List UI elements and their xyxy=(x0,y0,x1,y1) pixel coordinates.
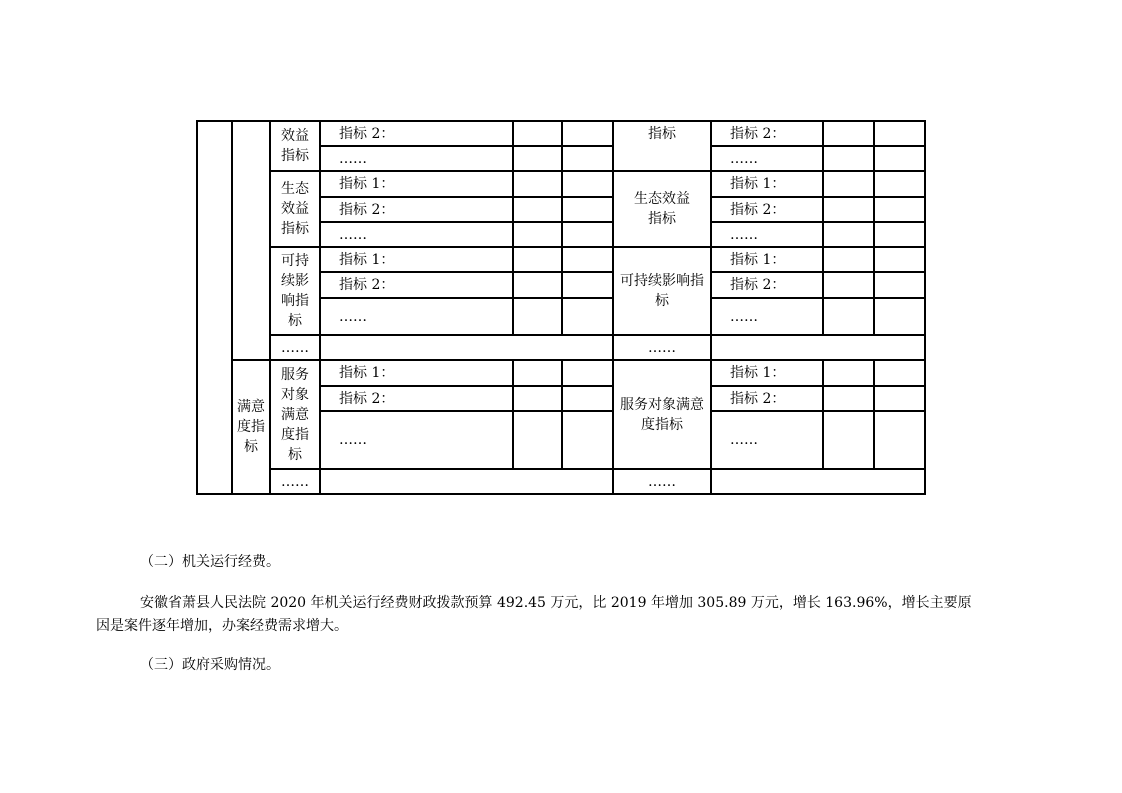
sustainable-impact-label-left: 可持续影响指标 xyxy=(281,253,309,329)
metric-item: …… xyxy=(339,432,367,448)
metric-item: …… xyxy=(730,150,758,167)
operating-expenses-paragraph-line1: 安徽省萧县人民法院 2020 年机关运行经费财政拨款预算 492.45 万元，比 2019 年增加 305.89 万元，增长 163.96%，增长主要原 xyxy=(140,595,972,611)
ellipsis-label-right: …… xyxy=(648,473,676,490)
metric-item: 指标 2： xyxy=(730,390,786,407)
metric-item: …… xyxy=(339,308,367,325)
metric-item: 指标 2： xyxy=(730,201,786,218)
procurement-heading: （三）政府采购情况。 xyxy=(140,657,280,673)
service-satisfaction-label-right: 服务对象满意度指标 xyxy=(620,396,704,433)
metric-item: 指标 1： xyxy=(339,365,395,381)
metric-item: 指标 2： xyxy=(339,390,395,407)
metric-item: 指标 2： xyxy=(730,125,786,142)
metric-item: 指标 2： xyxy=(339,201,395,218)
table-row-divider xyxy=(269,334,926,336)
table-border-left xyxy=(196,120,198,495)
operating-expenses-heading: （二）机关运行经费。 xyxy=(140,554,280,570)
table-col-divider xyxy=(873,359,875,469)
table-border-right xyxy=(924,120,926,495)
metric-item: …… xyxy=(730,226,758,243)
metric-item: 指标 1： xyxy=(730,365,786,381)
operating-expenses-paragraph-line2: 因是案件逐年增加，办案经费需求增大。 xyxy=(96,618,348,634)
table-border-bottom xyxy=(196,493,926,495)
metric-item: 指标 1： xyxy=(339,251,395,268)
metric-item: …… xyxy=(730,308,758,325)
metric-item: 指标 2： xyxy=(339,277,395,293)
satisfaction-outer-label: 满意度指标 xyxy=(237,399,265,455)
benefit-metric-label-right: 指标 xyxy=(648,125,676,142)
metric-item: …… xyxy=(339,226,367,243)
metric-item: …… xyxy=(339,150,367,167)
ellipsis-label-right: …… xyxy=(648,339,676,356)
metric-item: 指标 1： xyxy=(730,176,786,192)
benefit-metric-label-left: 效益指标 xyxy=(281,128,309,164)
table-col-divider xyxy=(822,359,824,469)
metric-item: …… xyxy=(730,432,758,448)
table-col-divider xyxy=(561,359,563,469)
sustainable-impact-label-right: 可持续影响指标 xyxy=(620,273,704,309)
metric-item: 指标 2： xyxy=(730,277,786,293)
table-col-divider xyxy=(873,120,875,335)
metric-item: 指标 1： xyxy=(730,251,786,268)
table-col-divider xyxy=(512,359,514,469)
ellipsis-label-left: …… xyxy=(281,473,309,490)
ecological-benefit-label-right: 生态效益指标 xyxy=(634,191,690,227)
table-col-divider xyxy=(822,120,824,335)
metric-item: 指标 1： xyxy=(339,176,395,192)
service-satisfaction-label-left: 服务对象满意度指标 xyxy=(281,366,309,463)
ellipsis-label-left: …… xyxy=(281,339,309,356)
ecological-benefit-label-left: 生态效益指标 xyxy=(281,181,309,237)
metric-item: 指标 2： xyxy=(339,125,395,142)
table-col-divider xyxy=(512,120,514,335)
table-col-divider xyxy=(561,120,563,335)
table-row-divider xyxy=(269,468,926,470)
